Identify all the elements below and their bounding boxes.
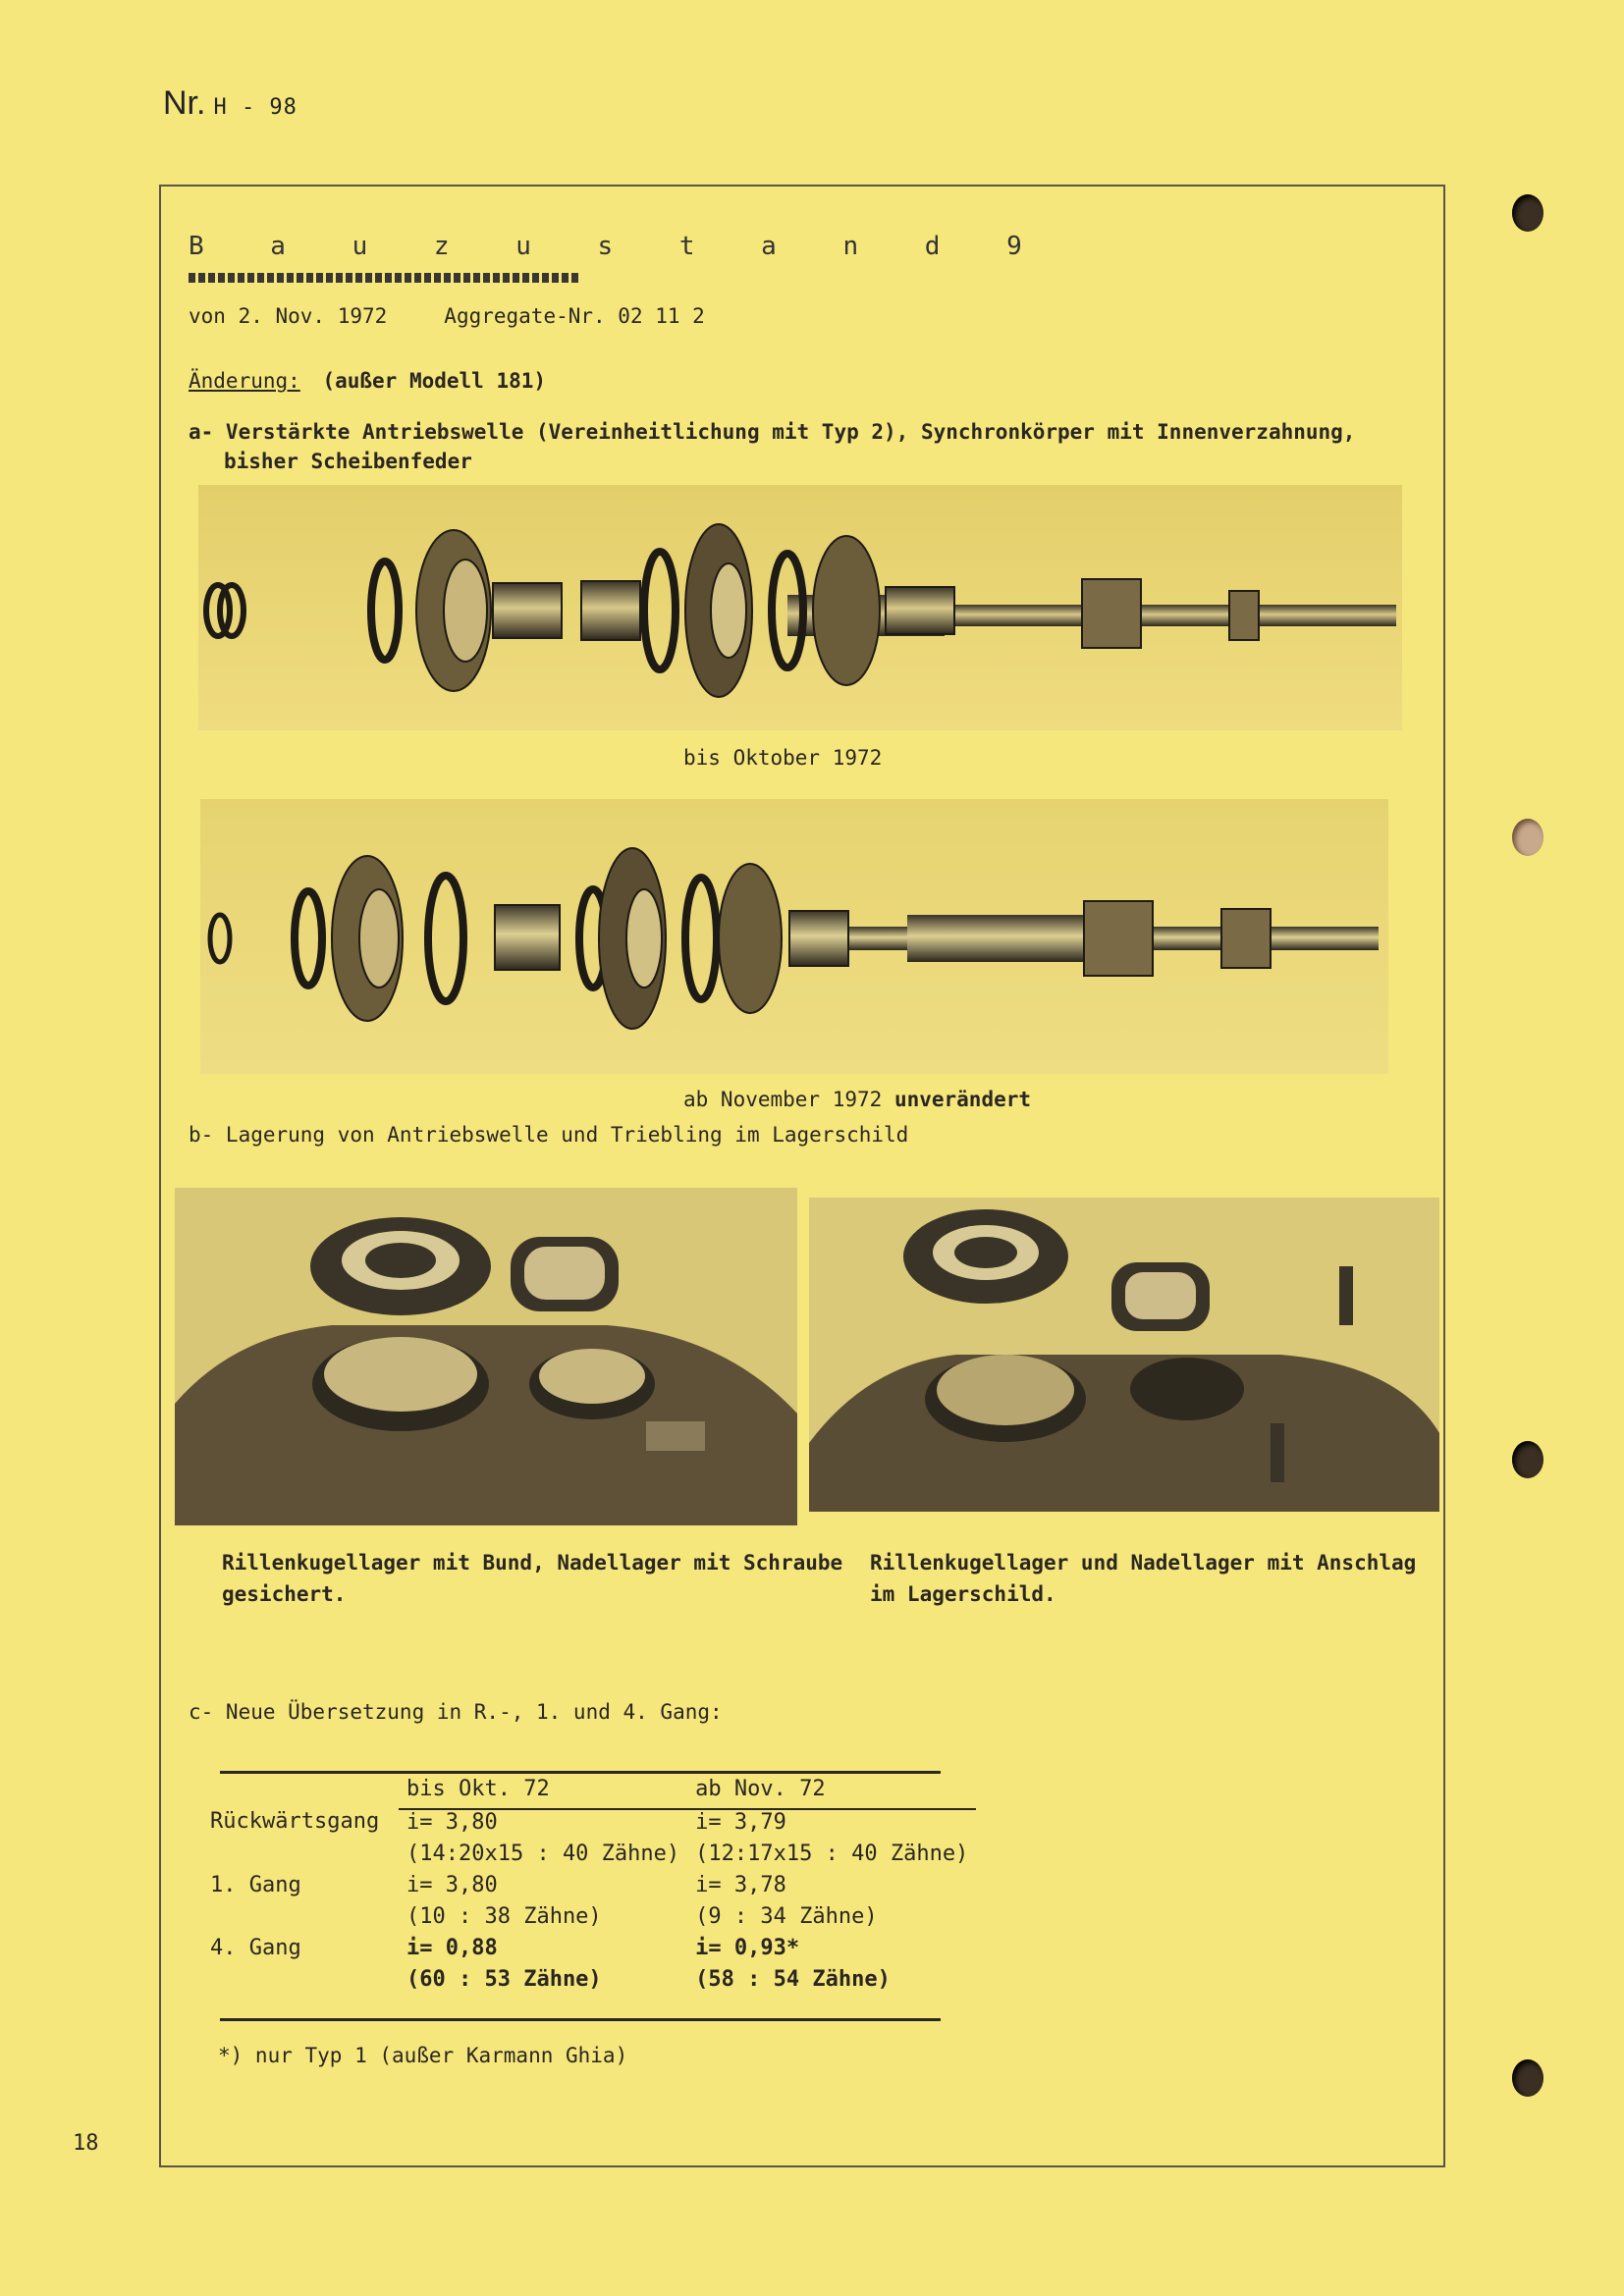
- left-photo-caption-line2: gesichert.: [222, 1582, 347, 1606]
- new-ratio: i= 3,79: [695, 1810, 786, 1835]
- old-ratio: i= 3,80: [406, 1810, 498, 1835]
- change-label: Änderung:: [189, 369, 300, 393]
- caption-after: [683, 1084, 1031, 1115]
- photo-shaft-after: [200, 799, 1388, 1074]
- caption-after-bold: unverändert: [893, 1088, 1032, 1111]
- photo-bearing-left: [175, 1188, 797, 1525]
- old-teeth: (14:20x15 : 40 Zähne): [406, 1842, 680, 1866]
- punch-hole: [1512, 194, 1543, 232]
- table-top-rule: [220, 1771, 941, 1774]
- punch-hole: [1512, 819, 1543, 856]
- item-a-line2: bisher Scheibenfeder: [224, 450, 472, 473]
- row-label: Rückwärtsgang: [210, 1809, 380, 1834]
- table-row: [202, 1936, 976, 1967]
- table-row: [202, 1809, 976, 1842]
- table-row: [202, 1842, 976, 1873]
- item-a-line1: a- Verstärkte Antriebswelle (Vereinheitlichung mit Typ 2), Synchronkörper mit Innenverzahnung,: [189, 420, 1356, 444]
- empty-cell: [202, 1904, 399, 1936]
- bauzustand-date-line: [189, 300, 705, 332]
- old-ratio: i= 3,80: [406, 1873, 498, 1897]
- row-label: 4. Gang: [210, 1936, 301, 1960]
- table-row: [202, 1967, 976, 1999]
- punch-hole: [1512, 2059, 1543, 2097]
- new-teeth: (9 : 34 Zähne): [695, 1904, 878, 1929]
- gear-ratio-table-wrap: [202, 1777, 976, 1999]
- gear-ratio-table: [202, 1777, 976, 1999]
- new-ratio: i= 3,78: [695, 1873, 786, 1897]
- right-photo-caption-line1: Rillenkugellager und Nadellager mit Anschlag: [870, 1551, 1417, 1575]
- bauzustand-date: von 2. Nov. 1972: [189, 304, 388, 328]
- new-teeth: (12:17x15 : 40 Zähne): [695, 1842, 969, 1866]
- right-photo-caption-line2: im Lagerschild.: [870, 1582, 1056, 1606]
- header-cell: [202, 1777, 399, 1809]
- table-header-row: [202, 1777, 976, 1809]
- number-value: H - 98: [213, 95, 298, 120]
- empty-cell: [202, 1967, 399, 1999]
- new-ratio: i= 0,93*: [695, 1936, 800, 1960]
- number-prefix: Nr.: [163, 84, 206, 122]
- change-scope: (außer Modell 181): [322, 369, 547, 393]
- page-number: 18: [73, 2131, 99, 2156]
- new-teeth: (58 : 54 Zähne): [695, 1967, 891, 1992]
- old-teeth: (60 : 53 Zähne): [406, 1967, 602, 1992]
- row-label: 1. Gang: [210, 1873, 301, 1897]
- photo-shaft-before: [198, 485, 1402, 730]
- left-photo-caption-line1: Rillenkugellager mit Bund, Nadellager mit Schraube: [222, 1551, 843, 1575]
- item-c-line: c- Neue Übersetzung in R.-, 1. und 4. Gang:: [189, 1700, 723, 1724]
- table-row: [202, 1904, 976, 1936]
- item-b-line: b- Lagerung von Antriebswelle und Triebling im Lagerschild: [189, 1123, 909, 1147]
- old-teeth: (10 : 38 Zähne): [406, 1904, 602, 1929]
- header-cell-new: ab Nov. 72: [687, 1777, 976, 1809]
- table-footnote: *) nur Typ 1 (außer Karmann Ghia): [218, 2044, 628, 2067]
- old-ratio: i= 0,88: [406, 1936, 498, 1960]
- change-heading: [189, 365, 546, 397]
- empty-cell: [202, 1842, 399, 1873]
- punch-hole: [1512, 1441, 1543, 1478]
- aggregate-number: Aggregate-Nr. 02 11 2: [444, 304, 705, 328]
- double-underline: [189, 281, 581, 283]
- table-row: [202, 1873, 976, 1904]
- caption-after-plain: ab November 1972: [683, 1088, 883, 1111]
- double-underline: [189, 273, 581, 281]
- table-bottom-rule: [220, 2018, 941, 2021]
- caption-before: bis Oktober 1972: [683, 746, 883, 770]
- bauzustand-title: B a u z u s t a n d 9: [189, 232, 1048, 261]
- photo-bearing-right: [809, 1198, 1439, 1512]
- header-cell-old: bis Okt. 72: [399, 1777, 687, 1809]
- document-number: [163, 84, 298, 123]
